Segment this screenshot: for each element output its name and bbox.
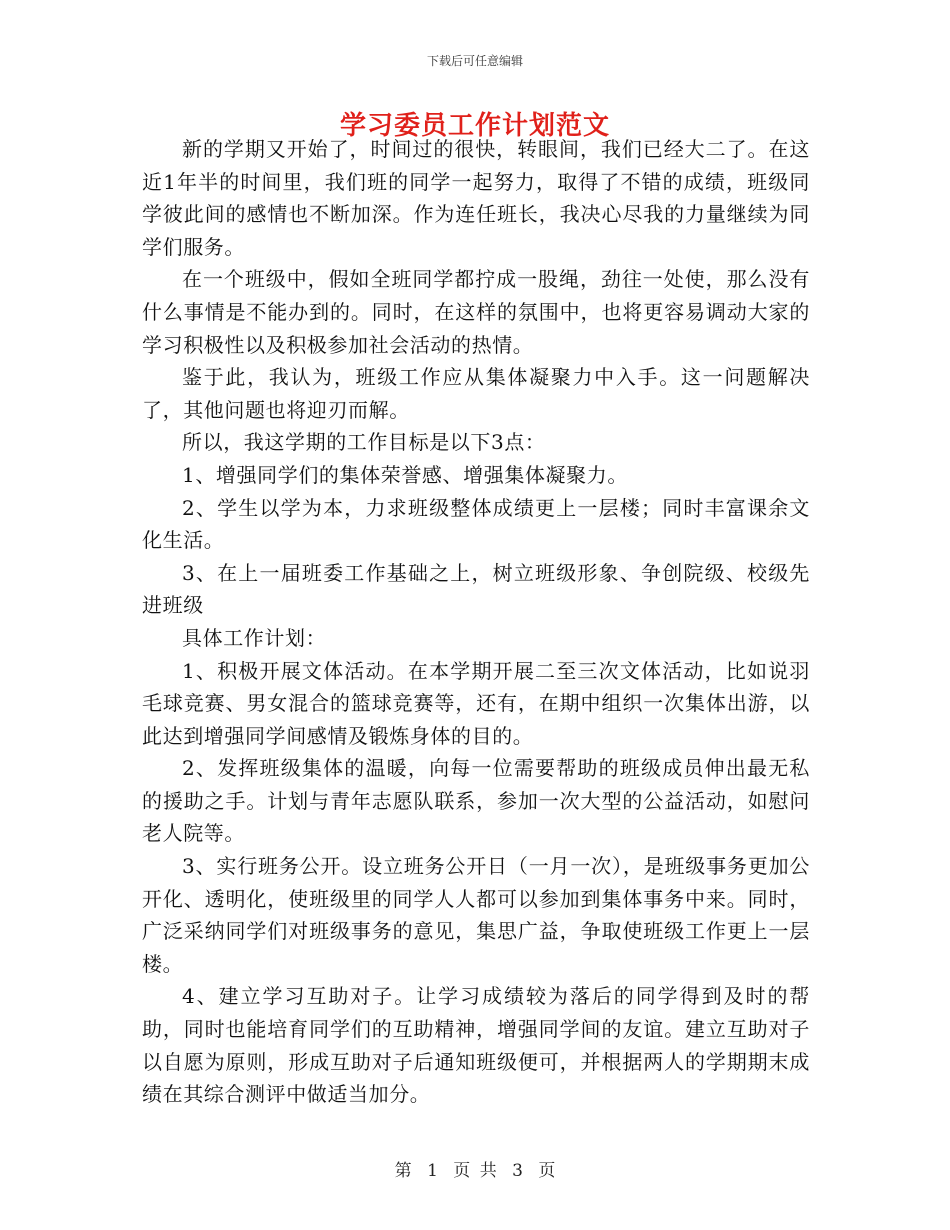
page-footer [0,1156,950,1181]
paragraph: 1、积极开展文体活动。在本学期开展二至三次文体活动，比如说羽毛球竞赛、男女混合的篮球竞赛等，还有，在期中组织一次集体出游，以此达到增强同学间感情及锻炼身体的目的。 [142,658,810,748]
paragraph: 3、在上一届班委工作基础之上，树立班级形象、争创院级、校级先进班级 [142,560,810,618]
paragraph: 1、增强同学们的集体荣誉感、增强集体凝聚力。 [182,462,628,487]
header-note: 下载后可任意编辑 [426,54,523,68]
paragraph: 鉴于此，我认为，班级工作应从集体凝聚力中入手。这一问题解决了，其他问题也将迎刃而解。 [142,365,810,422]
document-title: 学习委员工作计划范文 [339,111,610,141]
footer-current-page: 1 [427,1161,438,1181]
paragraph: 所以，我这学期的工作目标是以下3点： [182,430,546,455]
footer-total-pages: 3 [512,1161,523,1181]
footer-suffix: 页 [538,1161,556,1181]
paragraph: 2、发挥班级集体的温暖，向每一位需要帮助的班级成员伸出最无私的援助之手。计划与青年志愿队联系，参加一次大型的公益活动，如慰问老人院等。 [142,756,810,846]
footer-middle: 页 共 [453,1161,497,1181]
footer-prefix: 第 [394,1161,412,1181]
paragraph: 2、学生以学为本，力求班级整体成绩更上一层楼；同时丰富课余文化生活。 [142,495,810,553]
paragraph: 具体工作计划： [182,625,327,650]
paragraph: 新的学期又开始了，时间过的很快，转眼间，我们已经大二了。在这近1年半的时间里，我们班的同学一起努力，取得了不错的成绩，班级同学彼此间的感情也不断加深。作为连任班长，我决心尽我的力量继续为同学们服务。 [142,137,810,259]
document-body [142,133,810,1111]
paragraph: 在一个班级中，假如全班同学都拧成一股绳，劲往一处使，那么没有什么事情是不能办到的。同时，在这样的氛围中，也将更容易调动大家的学习积极性以及积极参加社会活动的热情。 [142,267,810,357]
paragraph: 3、实行班务公开。设立班务公开日（一月一次），是班级事务更加公开化、透明化，使班级里的同学人人都可以参加到集体事务中来。同时，广泛采纳同学们对班级事务的意见，集思广益，争取使班级工作更上一层楼。 [142,854,810,976]
paragraph: 4、建立学习互助对子。让学习成绩较为落后的同学得到及时的帮助，同时也能培育同学们的互助精神，增强同学间的友谊。建立互助对子以自愿为原则，形成互助对子后通知班级便可，并根据两人的学期期末成绩在其综合测评中做适当加分。 [142,984,810,1107]
